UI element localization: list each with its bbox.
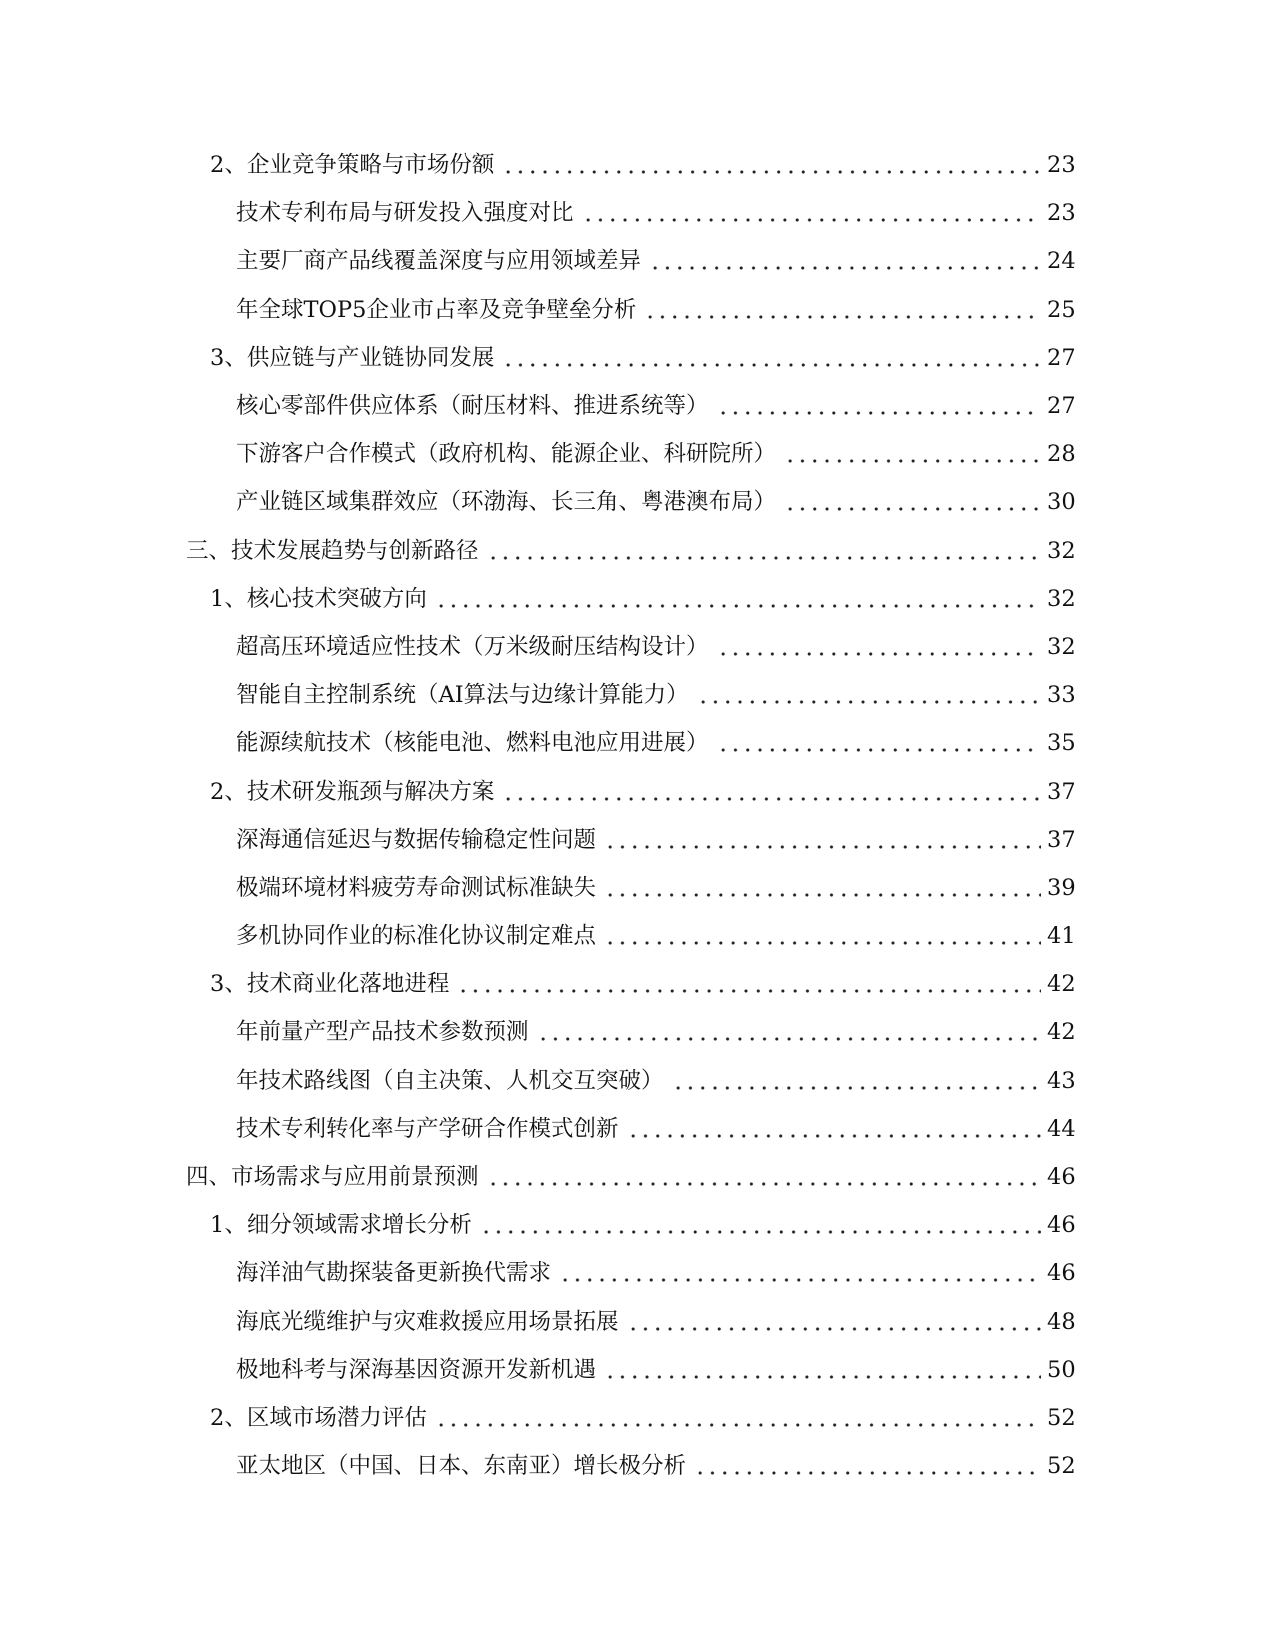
toc-entry[interactable] [0, 334, 1275, 382]
toc-entry-page-number: 37 [1047, 778, 1076, 805]
dot-leader [582, 202, 1041, 224]
dot-leader [784, 443, 1041, 465]
toc-entry-page-number: 27 [1047, 344, 1076, 371]
toc-entry[interactable] [0, 816, 1275, 864]
dot-leader [644, 299, 1041, 321]
toc-entry-title: 极端环境材料疲劳寿命测试标准缺失 [236, 874, 597, 901]
dot-leader [694, 1455, 1041, 1477]
dot-leader [717, 395, 1041, 417]
dot-leader [537, 1021, 1041, 1043]
toc-entry[interactable] [0, 237, 1275, 285]
toc-entry-title: 四、市场需求与应用前景预测 [186, 1164, 479, 1191]
toc-entry-title: 深海通信延迟与数据传输稳定性问题 [236, 826, 597, 853]
dot-leader [784, 491, 1041, 513]
dot-leader [604, 925, 1041, 947]
toc-entry[interactable] [0, 141, 1275, 189]
toc-entry-title: 技术专利布局与研发投入强度对比 [236, 200, 574, 227]
dot-leader [672, 1070, 1041, 1092]
toc-entry-page-number: 48 [1047, 1308, 1076, 1335]
toc-entry-page-number: 30 [1047, 489, 1076, 516]
toc-entry[interactable] [0, 671, 1275, 719]
toc-entry[interactable] [0, 960, 1275, 1008]
toc-entry-title: 海底光缆维护与灾难救援应用场景拓展 [236, 1308, 619, 1335]
toc-entry-title: 1、核心技术突破方向 [210, 585, 427, 612]
toc-entry-title: 2、企业竞争策略与市场份额 [210, 152, 495, 179]
dot-leader [697, 684, 1041, 706]
dot-leader [435, 1407, 1041, 1429]
toc-entry-page-number: 32 [1047, 537, 1076, 564]
toc-entry-title: 主要厂商产品线覆盖深度与应用领域差异 [236, 248, 642, 275]
dot-leader [480, 1214, 1041, 1236]
dot-leader [559, 1262, 1041, 1284]
toc-entry[interactable] [0, 1346, 1275, 1394]
toc-entry[interactable] [0, 1057, 1275, 1105]
toc-entry-title: 年前量产型产品技术参数预测 [236, 1019, 529, 1046]
dot-leader [604, 1359, 1041, 1381]
toc-entry-page-number: 52 [1047, 1404, 1076, 1431]
toc-entry[interactable] [0, 719, 1275, 767]
toc-entry-page-number: 24 [1047, 248, 1076, 275]
dot-leader [627, 1311, 1041, 1333]
toc-entry-page-number: 27 [1047, 393, 1076, 420]
toc-entry[interactable] [0, 1153, 1275, 1201]
toc-entry-page-number: 46 [1047, 1212, 1076, 1239]
toc-entry[interactable] [0, 1442, 1275, 1490]
toc-entry[interactable] [0, 1008, 1275, 1056]
dot-leader [604, 877, 1041, 899]
dot-leader [487, 1166, 1041, 1188]
toc-entry-title: 2、区域市场潜力评估 [210, 1404, 427, 1431]
dot-leader [717, 636, 1041, 658]
toc-entry-title: 年全球TOP5企业市占率及竞争壁垒分析 [236, 296, 637, 323]
toc-entry[interactable] [0, 1201, 1275, 1249]
toc-entry-page-number: 44 [1047, 1115, 1076, 1142]
toc-entry[interactable] [0, 575, 1275, 623]
toc-entry-page-number: 32 [1047, 585, 1076, 612]
toc-entry[interactable] [0, 382, 1275, 430]
dot-leader [604, 829, 1041, 851]
toc-entry-page-number: 32 [1047, 633, 1076, 660]
toc-entry-title: 技术专利转化率与产学研合作模式创新 [236, 1115, 619, 1142]
dot-leader [502, 154, 1041, 176]
toc-entry-title: 多机协同作业的标准化协议制定难点 [236, 923, 597, 950]
toc-entry-page-number: 52 [1047, 1453, 1076, 1480]
toc-entry-page-number: 35 [1047, 730, 1076, 757]
toc-entry[interactable] [0, 430, 1275, 478]
toc-entry-page-number: 46 [1047, 1260, 1076, 1287]
toc-entry-title: 能源续航技术（核能电池、燃料电池应用进展） [236, 730, 709, 757]
toc-entry-title: 年技术路线图（自主决策、人机交互突破） [236, 1067, 664, 1094]
dot-leader [649, 250, 1041, 272]
toc-entry-page-number: 23 [1047, 152, 1076, 179]
toc-entry[interactable] [0, 864, 1275, 912]
toc-entry-page-number: 41 [1047, 923, 1076, 950]
toc-entry[interactable] [0, 189, 1275, 237]
toc-entry-title: 三、技术发展趋势与创新路径 [186, 537, 479, 564]
toc-entry-title: 1、细分领域需求增长分析 [210, 1212, 472, 1239]
toc-entry-page-number: 23 [1047, 200, 1076, 227]
toc-entry-title: 核心零部件供应体系（耐压材料、推进系统等） [236, 393, 709, 420]
toc-entry[interactable] [0, 286, 1275, 334]
dot-leader [435, 588, 1041, 610]
toc-entry[interactable] [0, 1298, 1275, 1346]
toc-entry-title: 超高压环境适应性技术（万米级耐压结构设计） [236, 633, 709, 660]
dot-leader [717, 732, 1041, 754]
toc-entry-page-number: 39 [1047, 874, 1076, 901]
toc-entry-page-number: 28 [1047, 441, 1076, 468]
toc-entry-page-number: 33 [1047, 682, 1076, 709]
toc-entry[interactable] [0, 912, 1275, 960]
toc-entry-page-number: 42 [1047, 971, 1076, 998]
toc-entry[interactable] [0, 1105, 1275, 1153]
toc-entry[interactable] [0, 767, 1275, 815]
toc-entry-title: 3、供应链与产业链协同发展 [210, 344, 495, 371]
toc-entry[interactable] [0, 1249, 1275, 1297]
toc-entry-title: 2、技术研发瓶颈与解决方案 [210, 778, 495, 805]
toc-entry-page-number: 25 [1047, 296, 1076, 323]
toc-entry-title: 下游客户合作模式（政府机构、能源企业、科研院所） [236, 441, 777, 468]
toc-entry-title: 3、技术商业化落地进程 [210, 971, 450, 998]
dot-leader [502, 781, 1041, 803]
toc-entry-title: 海洋油气勘探装备更新换代需求 [236, 1260, 552, 1287]
toc-entry-title: 亚太地区（中国、日本、东南亚）增长极分析 [236, 1453, 687, 1480]
dot-leader [627, 1118, 1041, 1140]
toc-entry-title: 极地科考与深海基因资源开发新机遇 [236, 1356, 597, 1383]
toc-entry[interactable] [0, 478, 1275, 526]
dot-leader [487, 540, 1041, 562]
toc-entry[interactable] [0, 527, 1275, 575]
toc-entry[interactable] [0, 623, 1275, 671]
toc-entry-page-number: 46 [1047, 1164, 1076, 1191]
dot-leader [502, 347, 1041, 369]
toc-entry[interactable] [0, 1394, 1275, 1442]
toc-entry-page-number: 43 [1047, 1067, 1076, 1094]
toc-entry-page-number: 50 [1047, 1356, 1076, 1383]
toc-entry-title: 产业链区域集群效应（环渤海、长三角、粤港澳布局） [236, 489, 777, 516]
table-of-contents [0, 141, 1275, 1490]
toc-entry-page-number: 42 [1047, 1019, 1076, 1046]
toc-entry-page-number: 37 [1047, 826, 1076, 853]
dot-leader [457, 973, 1041, 995]
toc-entry-title: 智能自主控制系统（AI算法与边缘计算能力） [236, 682, 689, 709]
